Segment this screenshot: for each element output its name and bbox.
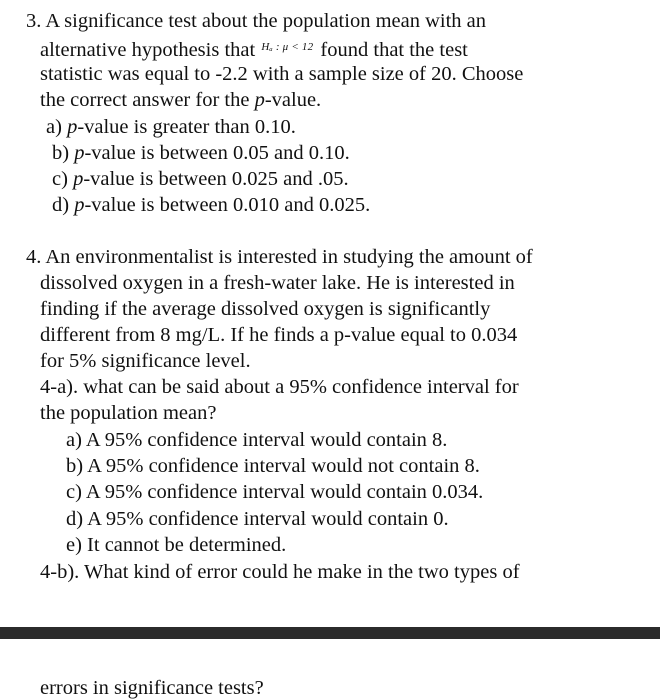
- p-symbol: p: [67, 116, 78, 138]
- q3-line-3: statistic was equal to -2.2 with a sample size of 20. Choose: [40, 63, 524, 85]
- q4a-option-b: b) A 95% confidence interval would not contain 8.: [66, 455, 480, 477]
- q3-line-2-end: found that the test: [320, 39, 468, 61]
- alternative-hypothesis: Hₐ : μ < 12: [261, 41, 314, 53]
- q3-option-c: [52, 167, 349, 191]
- q4a-option-d: d) A 95% confidence interval would contain 0.: [66, 508, 449, 530]
- q4a-option-a: a) A 95% confidence interval would contain 8.: [66, 429, 448, 451]
- q3-line-4-start: the correct answer for the: [40, 89, 250, 111]
- option-text: -value is between 0.010 and 0.025.: [84, 194, 371, 216]
- q3-option-a: [46, 115, 296, 139]
- p-symbol: p: [73, 168, 84, 190]
- q4-line-3: finding if the average dissolved oxygen is significantly: [40, 298, 491, 320]
- q4-line-4: different from 8 mg/L. If he finds a p-value equal to 0.034: [40, 324, 518, 346]
- q4a-line-1: 4-a). what can be said about a 95% confidence interval for: [40, 376, 519, 398]
- option-text: -value is between 0.025 and .05.: [83, 168, 349, 190]
- q4a-option-e: e) It cannot be determined.: [66, 534, 287, 556]
- option-letter: c): [52, 168, 68, 190]
- q4-line-1: 4. An environmentalist is interested in studying the amount of: [26, 246, 533, 268]
- option-letter: b): [52, 142, 70, 164]
- option-text: -value is between 0.05 and 0.10.: [84, 142, 350, 164]
- q3-line-4-end: -value.: [264, 89, 322, 111]
- q4b-line-2: errors in significance tests?: [40, 677, 264, 699]
- q3-option-b: [52, 141, 350, 165]
- q3-line-2-start: alternative hypothesis that: [40, 39, 256, 61]
- q4b-line-1: 4-b). What kind of error could he make in the two types of: [40, 561, 520, 583]
- q3-line-4: [40, 88, 321, 112]
- q4-line-5: for 5% significance level.: [40, 350, 251, 372]
- q3-line-2: [40, 35, 468, 62]
- q3-option-d: [52, 193, 370, 217]
- p-symbol: p: [74, 194, 85, 216]
- option-letter: d): [52, 194, 70, 216]
- option-letter: a): [46, 116, 62, 138]
- q4a-option-c: c) A 95% confidence interval would contain 0.034.: [66, 481, 484, 503]
- q4a-line-2: the population mean?: [40, 402, 217, 424]
- q3-line-1: 3. A significance test about the population mean with an: [26, 10, 487, 32]
- option-text: -value is greater than 0.10.: [77, 116, 296, 138]
- q4-line-2: dissolved oxygen in a fresh-water lake. He is interested in: [40, 272, 515, 294]
- page-divider: [0, 627, 660, 639]
- p-symbol: p: [74, 142, 85, 164]
- p-symbol: p: [254, 89, 265, 111]
